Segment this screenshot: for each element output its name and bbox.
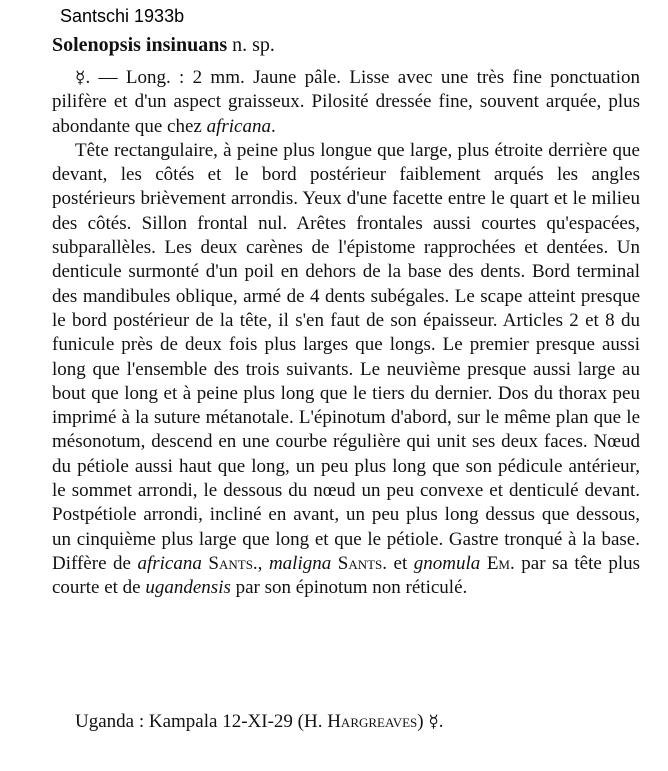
locality-close: ) xyxy=(417,711,424,732)
taxon-name: maligna xyxy=(268,552,332,574)
paragraph-text: par sa tête plus courte et de xyxy=(52,552,641,599)
taxon-name: ugandensis xyxy=(145,577,231,599)
description-body xyxy=(52,66,640,601)
author-abbrev: Sants. xyxy=(208,552,258,574)
species-status: n. sp. xyxy=(232,34,275,56)
paragraph-text: , xyxy=(257,552,269,574)
author-abbrev: Sants. xyxy=(337,552,388,574)
paragraph-text: Tête rectangulaire, à peine plus longue que large, plus étroite derrière que devant, les côtés et le bord postérieur faiblement arqués les angles postérieurs brièvement arrondis. Yeux d'une facette entre le quart et le milieu des côtés. Sillon frontal nul. Arêtes frontales aussi courtes qu'espacées, subparallèles. Les deux carènes de l'épistome rapprochées et dentées. Un denticule surmonté d'un poil en dehors de la base des dents. Bord terminal des mandibules oblique, armé de 4 dents subégales. Le scape atteint presque le bord postérieur de la tête, il s'en faut de son épaisseur. Articles 2 et 8 du funicule près de deux fois plus larges que longs. Le premier presque aussi long que l'ensemble des trois suivants. Le neuvième presque aussi large au bout que long et à peine plus long que le tiers du dernier. Dos du thorax peu imprimé à la suture métanotale. L'épinotum d'abord, sur le même plan que le mésonotum, descend en une courbe régulière qui unit ses deux faces. Nœud du pétiole aussi haut que long, un peu plus long que son pédicule antérieur, le sommet arrondi, le dessous du nœud un peu convexe et denticulé devant. Postpétiole arrondi, incliné en avant, un peu plus long dessus que dessous, un cinquième plus large que long et que le pétiole. Gastre tronqué à la base. Diffère de xyxy=(52,139,640,574)
taxon-name: gnomula xyxy=(413,552,481,574)
citation-label: Santschi 1933b xyxy=(60,6,185,26)
worker-symbol: ☿ xyxy=(428,712,439,732)
collector-name: Hargreaves xyxy=(327,711,418,732)
paragraph-text: par son épinotum non réticulé. xyxy=(230,577,468,599)
taxon-name: africana xyxy=(206,115,271,137)
paragraph-text: et xyxy=(387,552,414,574)
paragraph-text: . xyxy=(270,115,276,137)
locality-text: Uganda : Kampala 12-XI-29 (H. xyxy=(75,711,328,732)
paragraph-text: . — Long. : 2 mm. Jaune pâle. Lisse avec une très fine ponctuation pilifère et d'un aspect graisseux. Pilosité dressée fine, souvent arquée, plus abondante que chez xyxy=(52,67,640,137)
locality-end: . xyxy=(438,711,444,732)
author-abbrev: Em. xyxy=(486,552,515,574)
worker-symbol: ☿ xyxy=(75,68,86,88)
taxon-name: africana xyxy=(137,552,202,574)
species-name: Solenopsis insinuans xyxy=(52,34,228,56)
locality-line xyxy=(75,711,444,733)
species-heading xyxy=(52,34,275,57)
paragraph-general xyxy=(52,66,640,139)
paragraph-morphology xyxy=(52,139,640,601)
